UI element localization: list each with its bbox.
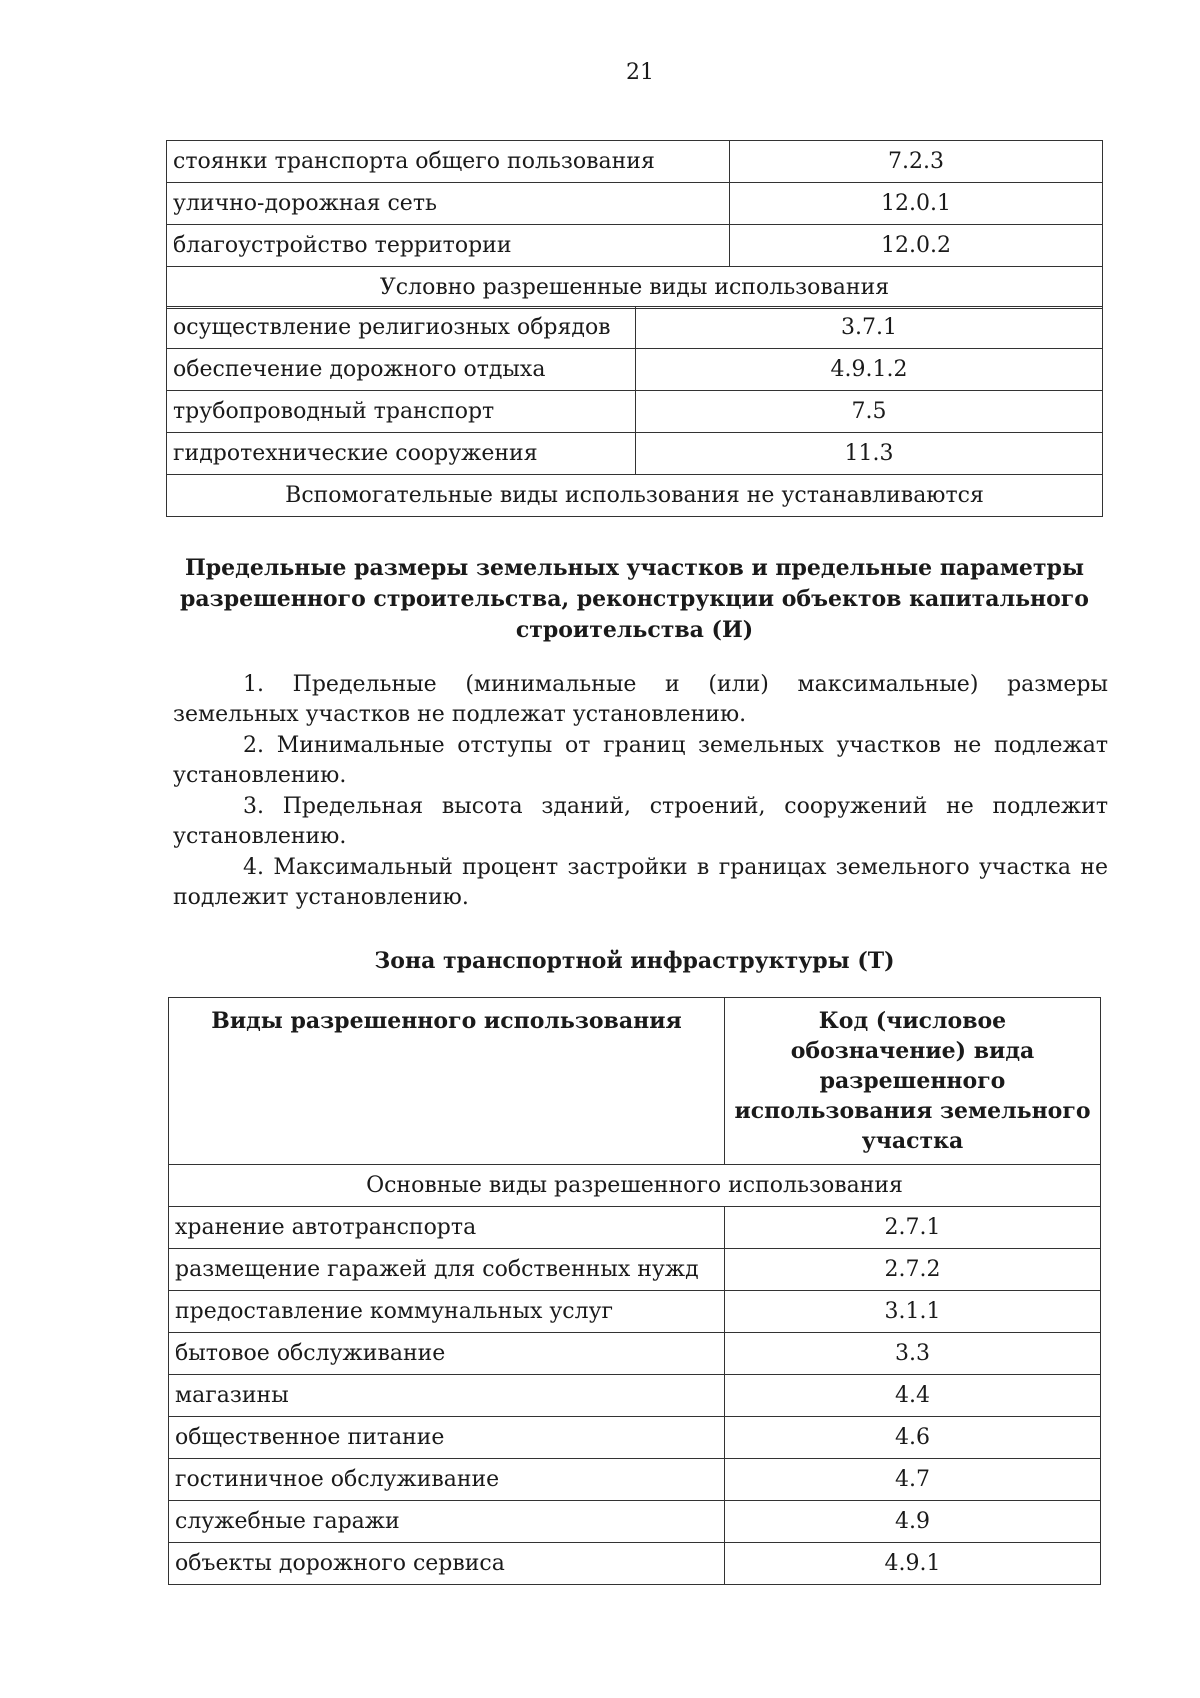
- use-name: магазины: [169, 1375, 725, 1417]
- conditional-uses-table: [166, 306, 1103, 517]
- use-name: бытовое обслуживание: [169, 1333, 725, 1375]
- table-row: [167, 267, 1103, 309]
- auxiliary-uses-note: Вспомогательные виды использования не устанавливаются: [167, 475, 1103, 517]
- table-header-row: [169, 998, 1101, 1165]
- table-row: [169, 1543, 1101, 1585]
- table-row: [169, 1501, 1101, 1543]
- use-code: 4.7: [725, 1459, 1101, 1501]
- paragraph-text: 2. Минимальные отступы от границ земельных участков не подлежат установлению.: [173, 733, 1108, 788]
- table-row: [169, 1417, 1101, 1459]
- table-row: [167, 475, 1103, 517]
- paragraph: [173, 853, 1108, 913]
- table-row: [167, 307, 1103, 349]
- use-code: 12.0.2: [730, 225, 1103, 267]
- use-name: гостиничное обслуживание: [169, 1459, 725, 1501]
- table-row: [169, 1333, 1101, 1375]
- paragraph-text: 4. Максимальный процент застройки в границах земельного участка не подлежит установлению.: [173, 855, 1108, 910]
- conditional-uses-header: Условно разрешенные виды использования: [167, 267, 1103, 309]
- paragraph: [173, 731, 1108, 791]
- use-name: трубопроводный транспорт: [167, 391, 636, 433]
- column-header-code: Код (числовое обозначение) вида разрешенного использования земельного участка: [725, 998, 1101, 1165]
- paragraph-text: 3. Предельная высота зданий, строений, сооружений не подлежит установлению.: [173, 794, 1108, 849]
- table-row: [167, 183, 1103, 225]
- table-row: [167, 349, 1103, 391]
- main-uses-header: Основные виды разрешенного использования: [169, 1165, 1101, 1207]
- table-row: [169, 1375, 1101, 1417]
- use-code: 3.1.1: [725, 1291, 1101, 1333]
- use-name: благоустройство территории: [167, 225, 730, 267]
- use-code: 4.9.1: [725, 1543, 1101, 1585]
- use-name: общественное питание: [169, 1417, 725, 1459]
- page-number: 21: [626, 60, 654, 85]
- use-code: 4.9.1.2: [636, 349, 1103, 391]
- use-name: гидротехнические сооружения: [167, 433, 636, 475]
- use-code: 7.5: [636, 391, 1103, 433]
- use-code: 12.0.1: [730, 183, 1103, 225]
- table-row: [169, 1207, 1101, 1249]
- use-name: осуществление религиозных обрядов: [167, 307, 636, 349]
- use-code: 2.7.2: [725, 1249, 1101, 1291]
- transport-zone-table: [168, 997, 1101, 1585]
- use-code: 2.7.1: [725, 1207, 1101, 1249]
- use-code: 4.6: [725, 1417, 1101, 1459]
- paragraph: [173, 792, 1108, 852]
- permitted-uses-table-continued: [166, 140, 1103, 309]
- section-heading-transport-zone: Зона транспортной инфраструктуры (Т): [374, 948, 895, 974]
- section-heading-limits: Предельные размеры земельных участков и предельные параметры разрешенного строительства, реконструкции объектов капитального строительства (И): [180, 555, 1089, 643]
- use-name: предоставление коммунальных услуг: [169, 1291, 725, 1333]
- table-row: [167, 433, 1103, 475]
- use-name: объекты дорожного сервиса: [169, 1543, 725, 1585]
- use-name: улично-дорожная сеть: [167, 183, 730, 225]
- use-code: 3.3: [725, 1333, 1101, 1375]
- use-name: стоянки транспорта общего пользования: [167, 141, 730, 183]
- use-name: служебные гаражи: [169, 1501, 725, 1543]
- table-row: [169, 1165, 1101, 1207]
- use-code: 4.4: [725, 1375, 1101, 1417]
- table-row: [167, 391, 1103, 433]
- table-row: [169, 1249, 1101, 1291]
- use-code: 11.3: [636, 433, 1103, 475]
- use-name: хранение автотранспорта: [169, 1207, 725, 1249]
- column-header-use: Виды разрешенного использования: [169, 998, 725, 1165]
- paragraph: [173, 670, 1108, 730]
- use-code: 7.2.3: [730, 141, 1103, 183]
- use-name: размещение гаражей для собственных нужд: [169, 1249, 725, 1291]
- table-row: [167, 141, 1103, 183]
- paragraph-text: 1. Предельные (минимальные и (или) максимальные) размеры земельных участков не подлежат установлению.: [173, 672, 1108, 727]
- use-code: 4.9: [725, 1501, 1101, 1543]
- use-code: 3.7.1: [636, 307, 1103, 349]
- table-row: [169, 1291, 1101, 1333]
- table-row: [167, 225, 1103, 267]
- use-name: обеспечение дорожного отдыха: [167, 349, 636, 391]
- table-row: [169, 1459, 1101, 1501]
